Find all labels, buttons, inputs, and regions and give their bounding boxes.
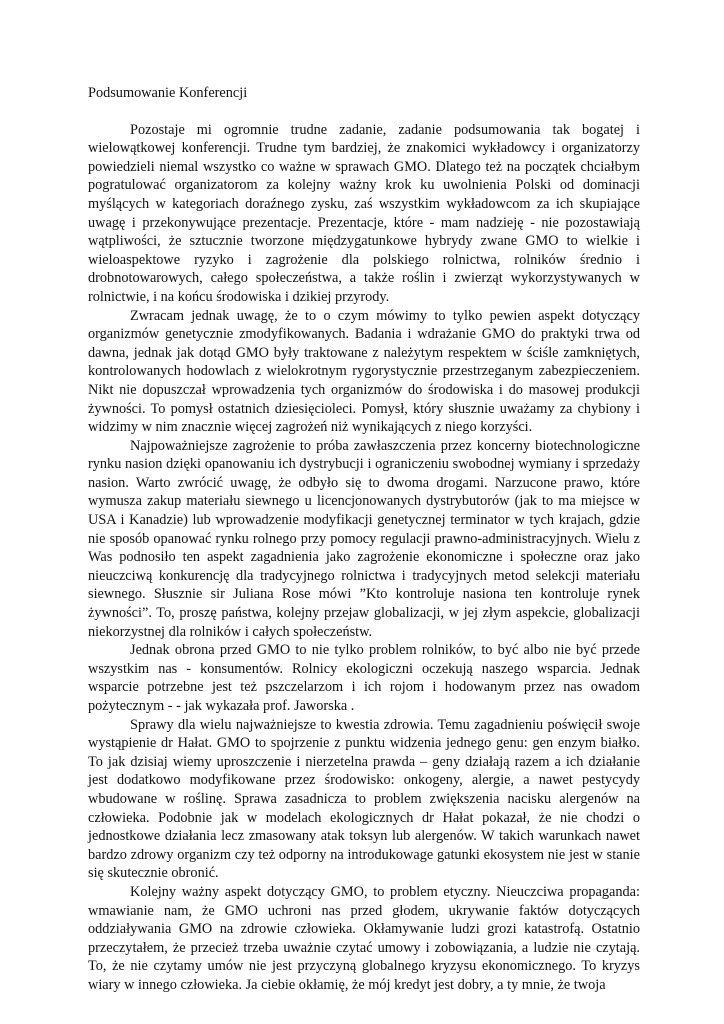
document-page <box>88 84 640 995</box>
paragraph-5: Sprawy dla wielu najważniejsze to kwestia zdrowia. Temu zagadnieniu poświęcił swoje wystąpienie dr Hałat. GMO to spojrzenie z punktu widzenia jednego genu: gen enzym białko. To jak dzisiaj wiemy uproszczenie i nierzetelna prawda – geny działają razem a ich działanie jest dodatkowo modyfikowane przez środowisko: onkogeny, alergie, a nawet pestycydy wbudowane w roślinę. Sprawa zasadnicza to problem zwiększenia nacisku alergenów na człowieka. Podobnie jak w modelach ekologicznych dr Hałat pokazał, że nie chodzi o jednostkowe działania lecz zmasowany atak toksyn lub alergenów. W takich warunkach nawet bardzo zdrowy organizm czy też odporny na introdukowage gatunki ekosystem nie jest w stanie się skutecznie obronić. <box>88 716 640 882</box>
paragraph-2: Zwracam jednak uwagę, że to o czym mówimy to tylko pewien aspekt dotyczący organizmów genetycznie zmodyfikowanych. Badania i wdrażanie GMO do praktyki trwa od dawna, jednak jak dotąd GMO były traktowane z należytym respektem w ściśle zamkniętych, kontrolowanych hodowlach z wielokrotnym rygorystycznie przestrzeganym zabezpieczeniem. Nikt nie dopuszczał wprowadzenia tych organizmów do środowiska i do masowej produkcji żywności. To pomysł ostatnich dziesięcioleci. Pomysł, który słusznie uważamy za chybiony i widzimy w nim znacznie więcej zagrożeń niż wynikających z niego korzyści. <box>88 307 640 436</box>
paragraph-1: Pozostaje mi ogromnie trudne zadanie, zadanie podsumowania tak bogatej i wielowątkowej konferencji. Trudne tym bardziej, że znakomici wykładowcy i organizatorzy powiedzieli niemal wszystko co ważne w sprawach GMO. Dlatego też na początek chciałbym pogratulować organizatorom za kolejny ważny krok ku uwolnienia Polski od dominacji myślących w kategoriach doraźnego zysku, zaś wszystkim wykładowcom za ich skupiające uwagę i przekonywujące prezentacje. Prezentacje, które - mam nadzieję - nie pozostawiają wątpliwości, że sztucznie tworzone międzygatunkowe hybrydy zwane GMO to wielkie i wieloaspektowe ryzyko i zagrożenie dla polskiego rolnictwa, rolników średnio i drobnotowarowych, całego społeczeństwa, a także roślin i zwierząt wykorzystywanych w rolnictwie, i na końcu środowiska i dzikiej przyrody. <box>88 121 640 305</box>
document-title: Podsumowanie Konferencji <box>88 85 248 101</box>
paragraph-4: Jednak obrona przed GMO to nie tylko problem rolników, to być albo nie być przede wszystkim nas - konsumentów. Rolnicy ekologiczni oczekują naszego wsparcia. Jednak wsparcie potrzebne jest też pszczelarzom i ich rojom i hodowanym przez nas owadom pożytecznym - - jak wykazała prof. Jaworska . <box>88 642 640 714</box>
paragraph-6: Kolejny ważny aspekt dotyczący GMO, to problem etyczny. Nieuczciwa propaganda: wmawianie nam, że GMO uchroni nas przed głodem, ukrywanie faktów dotyczących oddziaływania GMO na zdrowie człowieka. Okłamywanie ludzi grozi katastrofą. Ostatnio przeczytałem, że przecież trzeba uważnie czytać umowy i zobowiązania, a ludzie nie czytają. To, że nie czytamy umów nie jest przyczyną globalnego kryzysu ekonomicznego. To kryzys wiary w innego człowieka. Ja ciebie okłamię, że mój kredyt jest dobry, a ty mnie, że twoja <box>88 883 640 993</box>
paragraph-3: Najpoważniejsze zagrożenie to próba zawłaszczenia przez koncerny biotechnologiczne rynku nasion dzięki opanowaniu ich dystrybucji i ograniczeniu swobodnej wymiany i sprzedaży nasion. Warto zwrócić uwagę, że odbyło się to dwoma drogami. Narzucone prawo, które wymusza zakup materiału siewnego u licencjonowanych dystrybutorów (jak to ma miejsce w USA i Kanadzie) lub wprowadzenie modyfikacji genetycznej terminator w tych krajach, gdzie nie sposób opanować rynku rolnego przy pomocy regulacji prawno-administracyjnych. Wielu z Was podnosiło ten aspekt zagadnienia jako zagrożenie ekonomiczne i społeczne oraz jako nieuczciwą konkurencję dla tradycyjnego rolnictwa i tradycyjnych metod selekcji materiału siewnego. Słusznie sir Juliana Rose mówi ”Kto kontroluje nasiona ten kontroluje rynek żywności”. To, proszę państwa, kolejny przejaw globalizacji, w jej złym aspekcie, globalizacji niekorzystnej dla rolników i całych społeczeństw. <box>88 437 640 640</box>
